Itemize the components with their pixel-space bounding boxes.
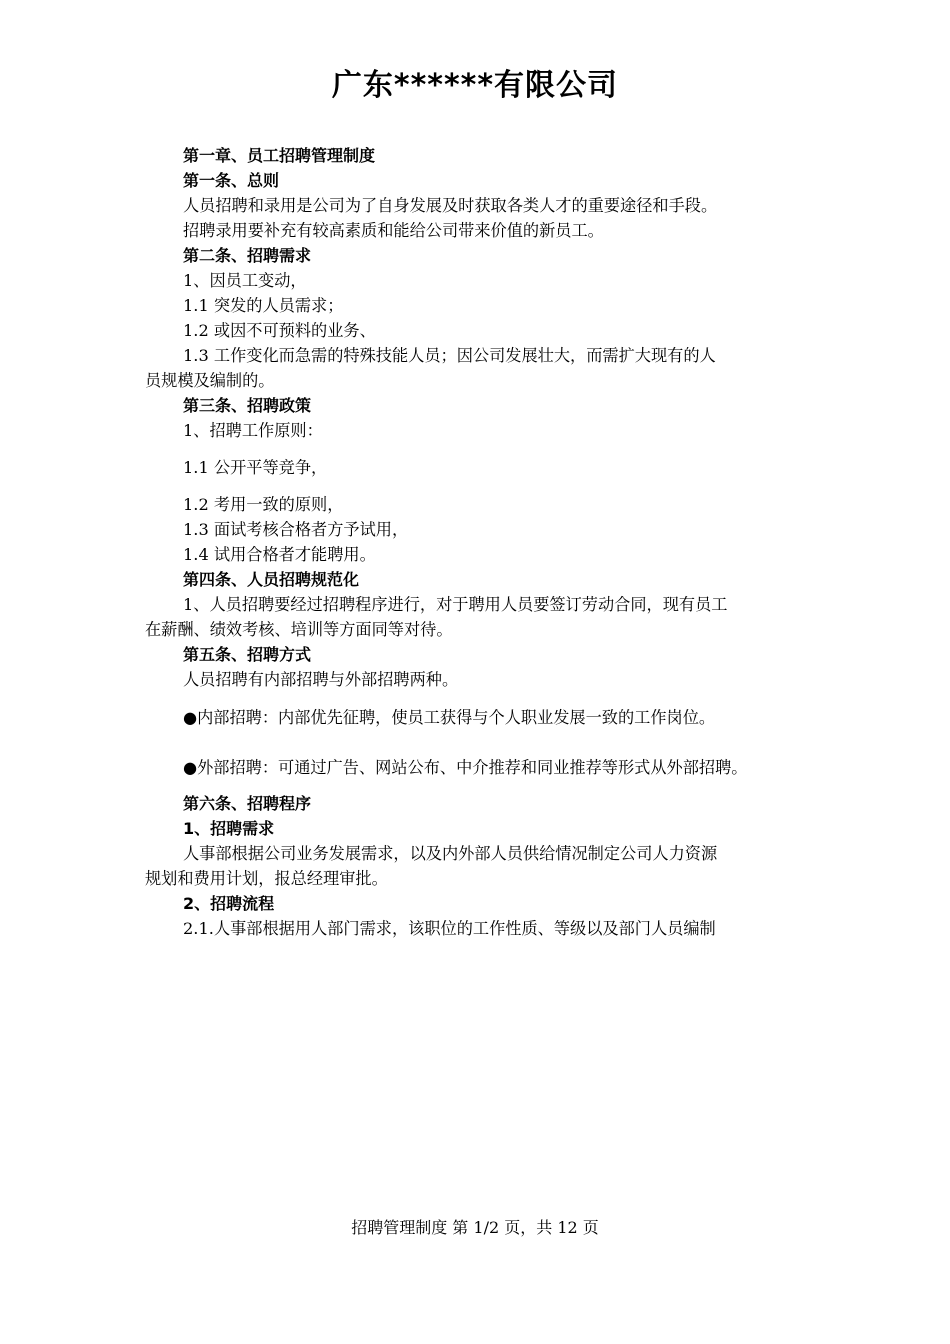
paragraph-line: 2.1.人事部根据用人部门需求，该职位的工作性质、等级以及部门人员编制 — [183, 919, 716, 938]
paragraph-line: 1.1 公开平等竞争， — [183, 458, 328, 477]
page-footer: 招聘管理制度 第 1/2 页，共 12 页 — [351, 1218, 599, 1237]
paragraph-line: 1、因员工变动， — [183, 271, 307, 290]
bullet-item: ●外部招聘：可通过广告、网站公布、中介推荐和同业推荐等形式从外部招聘。 — [183, 758, 748, 777]
article-heading: 第五条、招聘方式 — [183, 645, 312, 664]
paragraph-line: 员规模及编制的。 — [145, 371, 275, 390]
subsection-heading: 2、招聘流程 — [183, 894, 275, 913]
paragraph-line: 1.2 或因不可预料的业务、 — [183, 321, 376, 340]
chapter-heading: 第一章、员工招聘管理制度 — [183, 146, 376, 165]
paragraph-line: 人事部根据公司业务发展需求，以及内外部人员供给情况制定公司人力资源 — [183, 844, 718, 863]
paragraph-line: 1.3 面试考核合格者方予试用， — [183, 520, 409, 539]
article-heading: 第四条、人员招聘规范化 — [183, 570, 360, 589]
paragraph-line: 在薪酬、绩效考核、培训等方面同等对待。 — [145, 620, 453, 639]
article-heading: 第三条、招聘政策 — [183, 396, 312, 415]
paragraph-line: 1、招聘工作原则： — [183, 421, 323, 440]
bullet-item: ●内部招聘：内部优先征聘，使员工获得与个人职业发展一致的工作岗位。 — [183, 708, 716, 727]
paragraph-line: 1.4 试用合格者才能聘用。 — [183, 545, 376, 564]
paragraph-line: 规划和费用计划，报总经理审批。 — [145, 869, 388, 888]
subsection-heading: 1、招聘需求 — [183, 819, 275, 838]
paragraph-line: 1.1 突发的人员需求； — [183, 296, 344, 315]
paragraph-line: 1、人员招聘要经过招聘程序进行，对于聘用人员要签订劳动合同，现有员工 — [183, 595, 728, 614]
paragraph-line: 1.3 工作变化而急需的特殊技能人员；因公司发展壮大，而需扩大现有的人 — [183, 346, 716, 365]
paragraph-line: 人员招聘有内部招聘与外部招聘两种。 — [183, 670, 459, 689]
paragraph-line: 1.2 考用一致的原则， — [183, 495, 344, 514]
article-heading: 第六条、招聘程序 — [183, 794, 312, 813]
paragraph-line: 招聘录用要补充有较高素质和能给公司带来价值的新员工。 — [183, 221, 604, 240]
page-title: 广东******有限公司 — [331, 68, 619, 103]
article-heading: 第二条、招聘需求 — [183, 246, 312, 265]
article-heading: 第一条、总则 — [183, 171, 280, 190]
paragraph-line: 人员招聘和录用是公司为了自身发展及时获取各类人才的重要途径和手段。 — [183, 196, 718, 215]
